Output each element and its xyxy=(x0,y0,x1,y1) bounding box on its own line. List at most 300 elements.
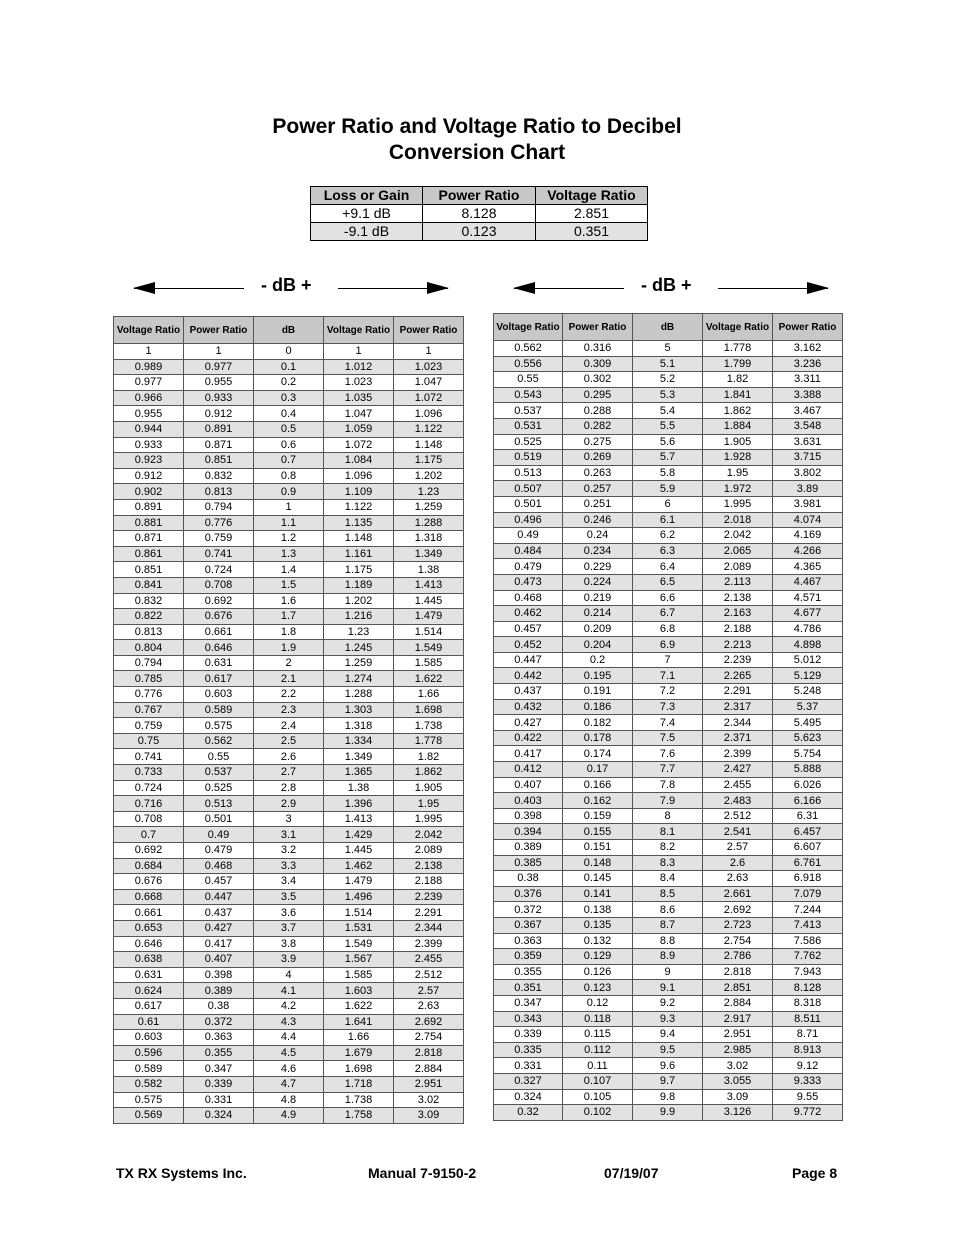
table-cell: 0.442 xyxy=(494,668,563,684)
table-cell: 3.5 xyxy=(254,889,324,905)
table-row xyxy=(114,1092,464,1108)
table-row xyxy=(114,936,464,952)
table-cell: 2.57 xyxy=(394,983,464,999)
table-row xyxy=(494,574,843,590)
table-cell: 6 xyxy=(633,496,703,512)
table-row xyxy=(114,811,464,827)
table-cell: 1.9 xyxy=(254,640,324,656)
table-cell: 0.596 xyxy=(114,1045,184,1061)
summary-header-cell: Voltage Ratio xyxy=(536,187,648,205)
table-cell: 0.55 xyxy=(184,749,254,765)
table-cell: 5.754 xyxy=(773,746,843,762)
table-cell: 0.24 xyxy=(563,528,633,544)
table-cell: 1.585 xyxy=(394,655,464,671)
table-cell: 0.394 xyxy=(494,824,563,840)
table-cell: 0.519 xyxy=(494,450,563,466)
table-row xyxy=(494,746,843,762)
table-cell: 4.8 xyxy=(254,1092,324,1108)
table-cell: 3.467 xyxy=(773,403,843,419)
table-row xyxy=(114,609,464,625)
table-cell: 0.944 xyxy=(114,421,184,437)
table-cell: 1.109 xyxy=(324,484,394,500)
db-label: - dB + xyxy=(641,275,692,295)
table-cell: 7.586 xyxy=(773,933,843,949)
table-cell: 0.2 xyxy=(563,652,633,668)
table-cell: 0.234 xyxy=(563,543,633,559)
table-cell: 4.2 xyxy=(254,998,324,1014)
table-cell: 0.257 xyxy=(563,481,633,497)
table-cell: 0.102 xyxy=(563,1105,633,1121)
table-cell: 2.754 xyxy=(394,1030,464,1046)
table-cell: 0.537 xyxy=(184,765,254,781)
table-row xyxy=(494,341,843,357)
table-cell: 9 xyxy=(633,964,703,980)
table-cell: 1.135 xyxy=(324,515,394,531)
table-cell: 0.389 xyxy=(184,983,254,999)
table-cell: 5 xyxy=(633,341,703,357)
table-row xyxy=(494,590,843,606)
table-cell: 0.794 xyxy=(114,655,184,671)
table-cell: 1.622 xyxy=(394,671,464,687)
table-row xyxy=(114,1014,464,1030)
table-cell: 0.159 xyxy=(563,808,633,824)
table-cell: 0.484 xyxy=(494,543,563,559)
table-cell: 0.11 xyxy=(563,1058,633,1074)
table-cell: 2.138 xyxy=(394,858,464,874)
table-cell: 0.316 xyxy=(563,341,633,357)
table-cell: 8.8 xyxy=(633,933,703,949)
table-cell: 1.884 xyxy=(703,418,773,434)
table-cell: 0.575 xyxy=(114,1092,184,1108)
table-cell: 9.2 xyxy=(633,995,703,1011)
table-cell: 1.445 xyxy=(324,843,394,859)
table-row xyxy=(494,715,843,731)
table-cell: 6.918 xyxy=(773,871,843,887)
table-cell: 1.047 xyxy=(324,406,394,422)
table-cell: 3.02 xyxy=(394,1092,464,1108)
column-header: Power Ratio xyxy=(394,317,464,344)
table-cell: 2.1 xyxy=(254,671,324,687)
table-row xyxy=(114,546,464,562)
table-cell: 2.985 xyxy=(703,1042,773,1058)
table-cell: 0.741 xyxy=(184,546,254,562)
table-cell: 0.933 xyxy=(184,390,254,406)
table-cell: 0.339 xyxy=(184,1076,254,1092)
table-cell: 0.282 xyxy=(563,418,633,434)
table-cell: 1.303 xyxy=(324,702,394,718)
table-cell: 0.676 xyxy=(114,874,184,890)
table-cell: 1 xyxy=(114,344,184,360)
table-cell: 7.413 xyxy=(773,917,843,933)
table-cell: 2.138 xyxy=(703,590,773,606)
table-cell: 2.427 xyxy=(703,762,773,778)
table-cell: 2.188 xyxy=(703,621,773,637)
table-cell: 3.4 xyxy=(254,874,324,890)
table-cell: 0.556 xyxy=(494,356,563,372)
table-cell: 1.38 xyxy=(394,562,464,578)
table-cell: 5.5 xyxy=(633,418,703,434)
table-cell: 7.943 xyxy=(773,964,843,980)
table-cell: 1.622 xyxy=(324,998,394,1014)
table-cell: 4.467 xyxy=(773,574,843,590)
table-cell: 3.311 xyxy=(773,372,843,388)
table-cell: 1.66 xyxy=(324,1030,394,1046)
table-cell: 1.862 xyxy=(703,403,773,419)
table-cell: 0.209 xyxy=(563,621,633,637)
table-cell: 1.429 xyxy=(324,827,394,843)
summary-row xyxy=(311,223,648,241)
table-row xyxy=(114,702,464,718)
table-cell: 1.4 xyxy=(254,562,324,578)
table-row xyxy=(114,687,464,703)
table-cell: 1.318 xyxy=(394,531,464,547)
table-row xyxy=(114,593,464,609)
table-row xyxy=(494,387,843,403)
table-cell: 0.881 xyxy=(114,515,184,531)
table-cell: 0.851 xyxy=(114,562,184,578)
table-cell: 6.607 xyxy=(773,840,843,856)
table-row xyxy=(114,1030,464,1046)
table-cell: 3.02 xyxy=(703,1058,773,1074)
table-cell: 8.9 xyxy=(633,949,703,965)
table-cell: 1.95 xyxy=(394,796,464,812)
table-cell: 0.138 xyxy=(563,902,633,918)
table-cell: 0.422 xyxy=(494,730,563,746)
table-cell: 0.955 xyxy=(184,375,254,391)
table-cell: 0.603 xyxy=(114,1030,184,1046)
table-cell: 0.302 xyxy=(563,372,633,388)
table-cell: 0.195 xyxy=(563,668,633,684)
table-cell: 0.457 xyxy=(494,621,563,637)
table-cell: 1.567 xyxy=(324,952,394,968)
table-cell: 0.822 xyxy=(114,609,184,625)
table-cell: 0.813 xyxy=(184,484,254,500)
table-cell: 1.072 xyxy=(324,437,394,453)
table-cell: 2.042 xyxy=(703,528,773,544)
table-cell: 6.457 xyxy=(773,824,843,840)
table-cell: 3.548 xyxy=(773,418,843,434)
table-row xyxy=(114,905,464,921)
table-cell: 0.148 xyxy=(563,855,633,871)
table-cell: 7.8 xyxy=(633,777,703,793)
table-cell: 8.1 xyxy=(633,824,703,840)
table-cell: 0.716 xyxy=(114,796,184,812)
table-cell: 1.82 xyxy=(703,372,773,388)
table-cell: 0.376 xyxy=(494,886,563,902)
table-cell: 1.122 xyxy=(394,421,464,437)
table-cell: 7.2 xyxy=(633,684,703,700)
table-cell: 2.818 xyxy=(394,1045,464,1061)
table-cell: 0.832 xyxy=(114,593,184,609)
table-cell: 0.7 xyxy=(254,453,324,469)
table-cell: 0.861 xyxy=(114,546,184,562)
table-cell: 0.331 xyxy=(184,1092,254,1108)
table-cell: 0.75 xyxy=(114,733,184,749)
table-cell: 3.981 xyxy=(773,496,843,512)
table-cell: 0.589 xyxy=(114,1061,184,1077)
summary-cell: -9.1 dB xyxy=(311,223,423,241)
table-cell: 2.818 xyxy=(703,964,773,980)
table-cell: 2.9 xyxy=(254,796,324,812)
table-cell: 2.344 xyxy=(394,920,464,936)
table-cell: 1.479 xyxy=(324,874,394,890)
table-cell: 3.7 xyxy=(254,920,324,936)
table-cell: 0.105 xyxy=(563,1089,633,1105)
table-cell: 3.162 xyxy=(773,341,843,357)
table-cell: 0.473 xyxy=(494,574,563,590)
table-cell: 6.8 xyxy=(633,621,703,637)
table-cell: 0.151 xyxy=(563,840,633,856)
db-direction-header-right xyxy=(514,275,828,299)
table-row xyxy=(494,1042,843,1058)
table-cell: 0.955 xyxy=(114,406,184,422)
table-cell: 0.646 xyxy=(114,936,184,952)
table-cell: 1.738 xyxy=(394,718,464,734)
table-cell: 1.161 xyxy=(324,546,394,562)
db-label: - dB + xyxy=(261,275,312,295)
table-cell: 1.318 xyxy=(324,718,394,734)
table-cell: 7.5 xyxy=(633,730,703,746)
table-row xyxy=(494,949,843,965)
table-cell: 1.059 xyxy=(324,421,394,437)
table-cell: 0.229 xyxy=(563,559,633,575)
table-cell: 0.724 xyxy=(184,562,254,578)
table-cell: 0.912 xyxy=(114,468,184,484)
table-cell: 1.758 xyxy=(324,1108,394,1124)
table-row xyxy=(114,983,464,999)
table-cell: 0.182 xyxy=(563,715,633,731)
table-row xyxy=(114,920,464,936)
table-cell: 2.483 xyxy=(703,793,773,809)
table-cell: 0.427 xyxy=(494,715,563,731)
table-cell: 2.661 xyxy=(703,886,773,902)
table-cell: 0.118 xyxy=(563,1011,633,1027)
table-row xyxy=(114,468,464,484)
table-cell: 5.8 xyxy=(633,465,703,481)
summary-cell: 0.351 xyxy=(536,223,648,241)
table-row xyxy=(494,512,843,528)
table-cell: 4.6 xyxy=(254,1061,324,1077)
table-cell: 0.692 xyxy=(114,843,184,859)
table-row xyxy=(494,699,843,715)
table-cell: 2.5 xyxy=(254,733,324,749)
table-cell: 2.018 xyxy=(703,512,773,528)
table-cell: 0.155 xyxy=(563,824,633,840)
table-row xyxy=(494,1089,843,1105)
table-cell: 0.562 xyxy=(184,733,254,749)
table-cell: 7.079 xyxy=(773,886,843,902)
column-header: Voltage Ratio xyxy=(703,314,773,341)
table-cell: 0.112 xyxy=(563,1042,633,1058)
table-cell: 0.407 xyxy=(494,777,563,793)
table-cell: 0.653 xyxy=(114,920,184,936)
table-cell: 0.355 xyxy=(494,964,563,980)
column-header: dB xyxy=(633,314,703,341)
table-cell: 8 xyxy=(633,808,703,824)
table-cell: 2.371 xyxy=(703,730,773,746)
table-cell: 1.23 xyxy=(394,484,464,500)
title-line-1: Power Ratio and Voltage Ratio to Decibel xyxy=(272,115,682,138)
page-title xyxy=(0,114,954,166)
table-cell: 4.169 xyxy=(773,528,843,544)
table-row xyxy=(494,481,843,497)
table-cell: 2.7 xyxy=(254,765,324,781)
table-cell: 3.631 xyxy=(773,434,843,450)
table-cell: 2.951 xyxy=(703,1027,773,1043)
table-cell: 0.457 xyxy=(184,874,254,890)
footer-page: Page 8 xyxy=(792,1165,838,1181)
table-cell: 6.166 xyxy=(773,793,843,809)
table-row xyxy=(494,465,843,481)
table-row xyxy=(114,796,464,812)
table-cell: 2.163 xyxy=(703,606,773,622)
footer-company: TX RX Systems Inc. xyxy=(116,1165,247,1181)
table-cell: 0.447 xyxy=(184,889,254,905)
table-body xyxy=(494,341,843,1121)
table-cell: 9.7 xyxy=(633,1073,703,1089)
table-cell: 2.851 xyxy=(703,980,773,996)
table-row xyxy=(114,843,464,859)
table-cell: 0.776 xyxy=(114,687,184,703)
table-cell: 0.141 xyxy=(563,886,633,902)
table-cell: 0.582 xyxy=(114,1076,184,1092)
table-cell: 1.175 xyxy=(324,562,394,578)
table-cell: 0.525 xyxy=(494,434,563,450)
table-cell: 7.6 xyxy=(633,746,703,762)
table-cell: 0.6 xyxy=(254,437,324,453)
table-cell: 5.1 xyxy=(633,356,703,372)
table-cell: 0.708 xyxy=(114,811,184,827)
table-cell: 2.884 xyxy=(703,995,773,1011)
table-row xyxy=(114,406,464,422)
table-row xyxy=(494,496,843,512)
table-cell: 0.263 xyxy=(563,465,633,481)
db-direction-header-left xyxy=(134,275,448,299)
table-cell: 6.2 xyxy=(633,528,703,544)
table-cell: 3.8 xyxy=(254,936,324,952)
summary-cell: 2.851 xyxy=(536,205,648,223)
table-row xyxy=(494,528,843,544)
table-cell: 8.7 xyxy=(633,917,703,933)
table-cell: 0 xyxy=(254,344,324,360)
table-cell: 0.813 xyxy=(114,624,184,640)
table-row xyxy=(494,1105,843,1121)
table-cell: 2 xyxy=(254,655,324,671)
table-cell: 1.259 xyxy=(324,655,394,671)
table-cell: 0.631 xyxy=(114,967,184,983)
table-cell: 2.692 xyxy=(703,902,773,918)
table-row xyxy=(494,933,843,949)
table-cell: 0.543 xyxy=(494,387,563,403)
column-header: Voltage Ratio xyxy=(114,317,184,344)
table-cell: 9.8 xyxy=(633,1089,703,1105)
table-cell: 4.3 xyxy=(254,1014,324,1030)
table-cell: 0.351 xyxy=(494,980,563,996)
table-cell: 1.862 xyxy=(394,765,464,781)
table-row xyxy=(494,1073,843,1089)
table-cell: 2.089 xyxy=(394,843,464,859)
table-cell: 0.794 xyxy=(184,499,254,515)
table-cell: 1.035 xyxy=(324,390,394,406)
table-cell: 0.145 xyxy=(563,871,633,887)
table-row xyxy=(494,1027,843,1043)
table-cell: 9.9 xyxy=(633,1105,703,1121)
table-cell: 1.012 xyxy=(324,359,394,375)
table-cell: 0.479 xyxy=(184,843,254,859)
table-cell: 0.126 xyxy=(563,964,633,980)
table-cell: 2.2 xyxy=(254,687,324,703)
table-cell: 0.269 xyxy=(563,450,633,466)
table-cell: 9.772 xyxy=(773,1105,843,1121)
table-cell: 3.89 xyxy=(773,481,843,497)
table-cell: 8.2 xyxy=(633,840,703,856)
table-cell: 4.266 xyxy=(773,543,843,559)
table-cell: 1.718 xyxy=(324,1076,394,1092)
table-row xyxy=(494,964,843,980)
table-cell: 5.248 xyxy=(773,684,843,700)
table-row xyxy=(114,827,464,843)
table-cell: 0.513 xyxy=(184,796,254,812)
table-cell: 2.512 xyxy=(394,967,464,983)
table-cell: 0.324 xyxy=(494,1089,563,1105)
table-cell: 0.708 xyxy=(184,577,254,593)
table-cell: 0.166 xyxy=(563,777,633,793)
table-cell: 0.933 xyxy=(114,437,184,453)
table-header-row xyxy=(114,317,464,344)
table-cell: 0.684 xyxy=(114,858,184,874)
table-cell: 4.677 xyxy=(773,606,843,622)
table-row xyxy=(114,889,464,905)
table-cell: 2.754 xyxy=(703,933,773,949)
table-cell: 1.096 xyxy=(324,468,394,484)
table-cell: 1.2 xyxy=(254,531,324,547)
table-cell: 0.902 xyxy=(114,484,184,500)
table-cell: 1.778 xyxy=(703,341,773,357)
table-row xyxy=(494,995,843,1011)
table-cell: 0.339 xyxy=(494,1027,563,1043)
table-row xyxy=(114,671,464,687)
table-cell: 0.178 xyxy=(563,730,633,746)
table-cell: 1.514 xyxy=(394,624,464,640)
table-cell: 2.951 xyxy=(394,1076,464,1092)
table-cell: 0.638 xyxy=(114,952,184,968)
table-cell: 2.541 xyxy=(703,824,773,840)
table-cell: 6.5 xyxy=(633,574,703,590)
table-cell: 0.2 xyxy=(254,375,324,391)
table-cell: 0.447 xyxy=(494,652,563,668)
table-cell: 1.995 xyxy=(394,811,464,827)
table-cell: 0.398 xyxy=(184,967,254,983)
table-row xyxy=(494,403,843,419)
table-cell: 0.468 xyxy=(184,858,254,874)
table-cell: 2.3 xyxy=(254,702,324,718)
table-row xyxy=(494,1058,843,1074)
table-row xyxy=(114,390,464,406)
table-cell: 0.324 xyxy=(184,1108,254,1124)
table-row xyxy=(114,1045,464,1061)
table-cell: 2.57 xyxy=(703,840,773,856)
table-cell: 3.9 xyxy=(254,952,324,968)
conversion-table-left xyxy=(113,316,464,1124)
table-cell: 0.3 xyxy=(254,390,324,406)
table-cell: 0.617 xyxy=(114,998,184,1014)
table-cell: 0.335 xyxy=(494,1042,563,1058)
table-cell: 0.891 xyxy=(114,499,184,515)
table-cell: 2.512 xyxy=(703,808,773,824)
table-cell: 0.49 xyxy=(184,827,254,843)
table-cell: 0.479 xyxy=(494,559,563,575)
table-cell: 4.786 xyxy=(773,621,843,637)
